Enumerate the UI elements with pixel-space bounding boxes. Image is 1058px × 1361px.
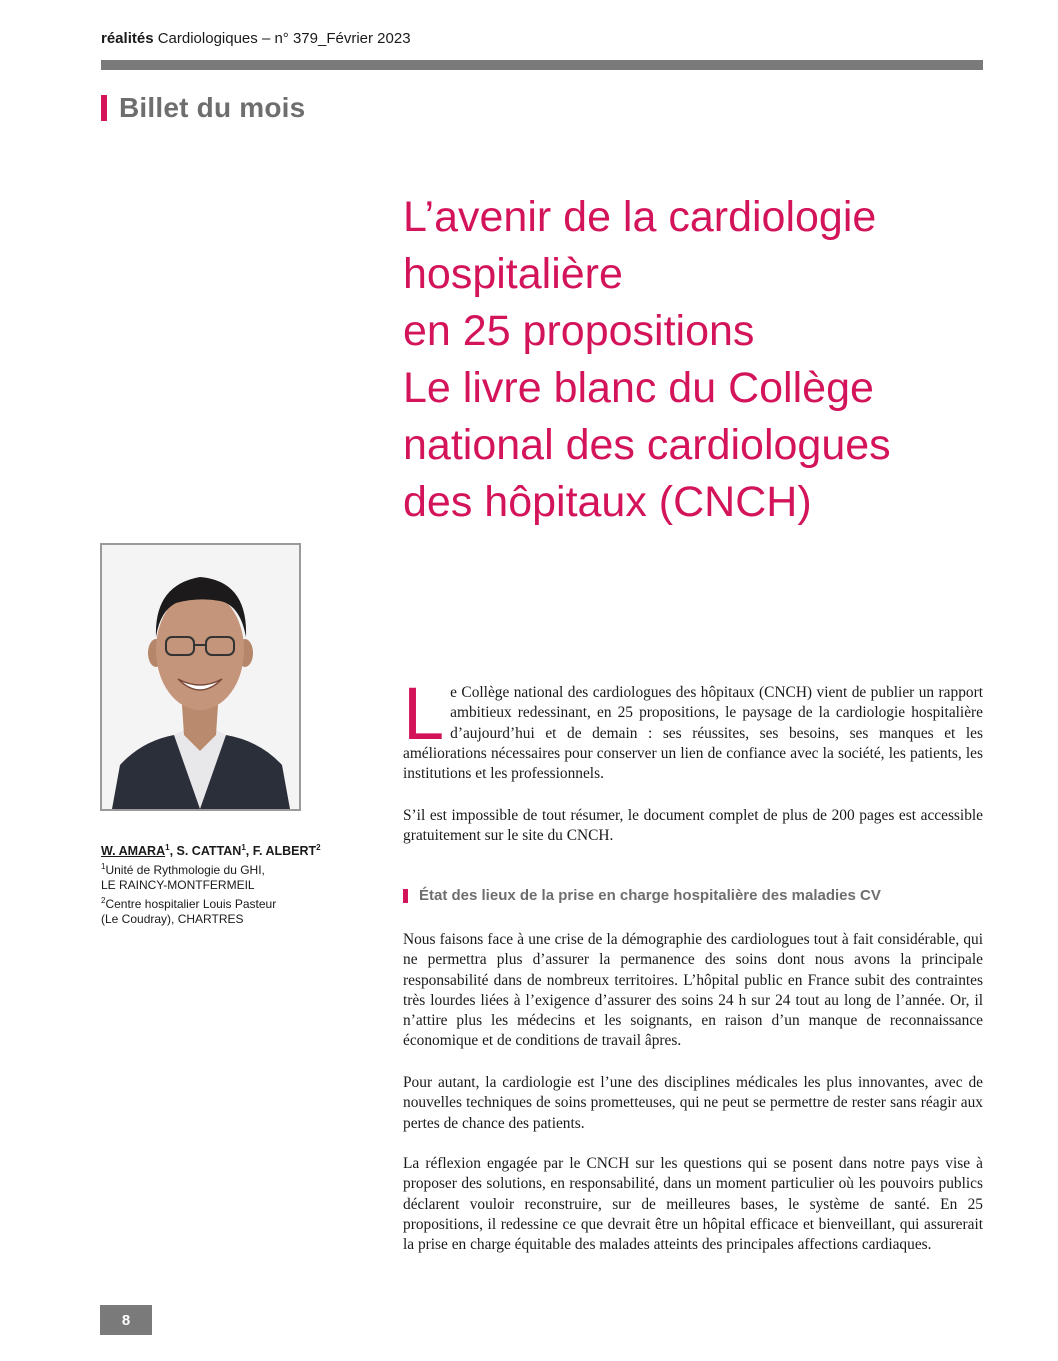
issue-info: Cardiologiques – n° 379_Février 2023 (153, 30, 411, 47)
paragraph: S’il est impossible de tout résumer, le document complet de plus de 200 pages est accessible gratuitement sur le site du CNCH. (403, 807, 983, 845)
affiliation-1: $^1$Unité de Rythmologie du GHI, (101, 862, 265, 878)
title-line: hospitalière (403, 250, 623, 298)
subheading-label: État des lieux de la prise en charge hospitalière des maladies CV (419, 887, 881, 904)
author-portrait-icon (102, 545, 299, 809)
drop-cap: L (403, 672, 445, 755)
subheading-accent-bar (403, 889, 408, 903)
affiliation-1-city: LE RAINCY-MONTFERMEIL (101, 878, 255, 893)
title-line: national des cardiologues (403, 421, 891, 469)
running-header (101, 30, 411, 47)
article-title (403, 189, 1003, 531)
section-label: Billet du mois (119, 92, 306, 123)
subheading (403, 887, 881, 904)
section-tag (101, 92, 305, 124)
affiliation-2: $^2$Centre hospitalier Louis Pasteur (101, 896, 277, 912)
author-block (101, 840, 361, 927)
header-rule (101, 60, 983, 70)
page-number: 8 (100, 1305, 152, 1335)
journal-brand: réalités (101, 30, 154, 47)
title-line: en 25 propositions (403, 307, 755, 355)
section-accent-bar (101, 95, 107, 121)
affiliation-2-city: (Le Coudray), CHARTRES (101, 912, 244, 927)
author-names: W. AMARA$^1$, S. CATTAN$^1$, F. ALBERT$^2$ (101, 843, 321, 859)
intro-paragraph: Le Collège national des cardiologues des hôpitaux (CNCH) vient de publier un rapport ambitieux redessinant, en 25 propositions, le paysage de la cardiologie hospitalière d’aujourd’hui et de demain : ses réussites, ses besoins, ses manques et les améliorations nécessaires pour conserver un lien de confiance avec la société, les patients, les institutions et les professionnels. (403, 672, 983, 783)
paragraph: Pour autant, la cardiologie est l’une des disciplines médicales les plus innovantes, avec de nouvelles techniques de soins prometteuses, qui ne peut se permettre de rester sans réagir aux pertes de chance des patients. (403, 1074, 983, 1132)
paragraph: Nous faisons face à une crise de la démographie des cardiologues tout à fait considérable, qui ne permettra plus d’assurer la permanence des soins dont nous avons la principale responsabilité dans de nombreux territoires. L’hôpital public en France subit des contraintes très lourdes liées à l’exigence d’assurer des soins 24 h sur 24 tout au long de l’année. Or, il n’attire plus les médecins et les soignants, en raison d’un manque de reconnaissance économique et de conditions de travail âpres. (403, 931, 983, 1050)
title-line: L’avenir de la cardiologie (403, 193, 877, 241)
paragraph: La réflexion engagée par le CNCH sur les questions qui se posent dans notre pays vise à proposer des solutions, en responsabilité, dans un moment particulier où les pouvoirs publics déclarent vouloir reconstruire, sur de meilleures bases, le système de santé. En 25 propositions, il redessine ce que devrait être un hôpital efficace et bienveillant, qui assurerait la prise en charge équitable des malades atteints des principales affections cardiaques. (403, 1155, 983, 1254)
author-photo (100, 543, 301, 811)
title-line: Le livre blanc du Collège (403, 364, 874, 412)
title-line: des hôpitaux (CNCH) (403, 478, 812, 526)
